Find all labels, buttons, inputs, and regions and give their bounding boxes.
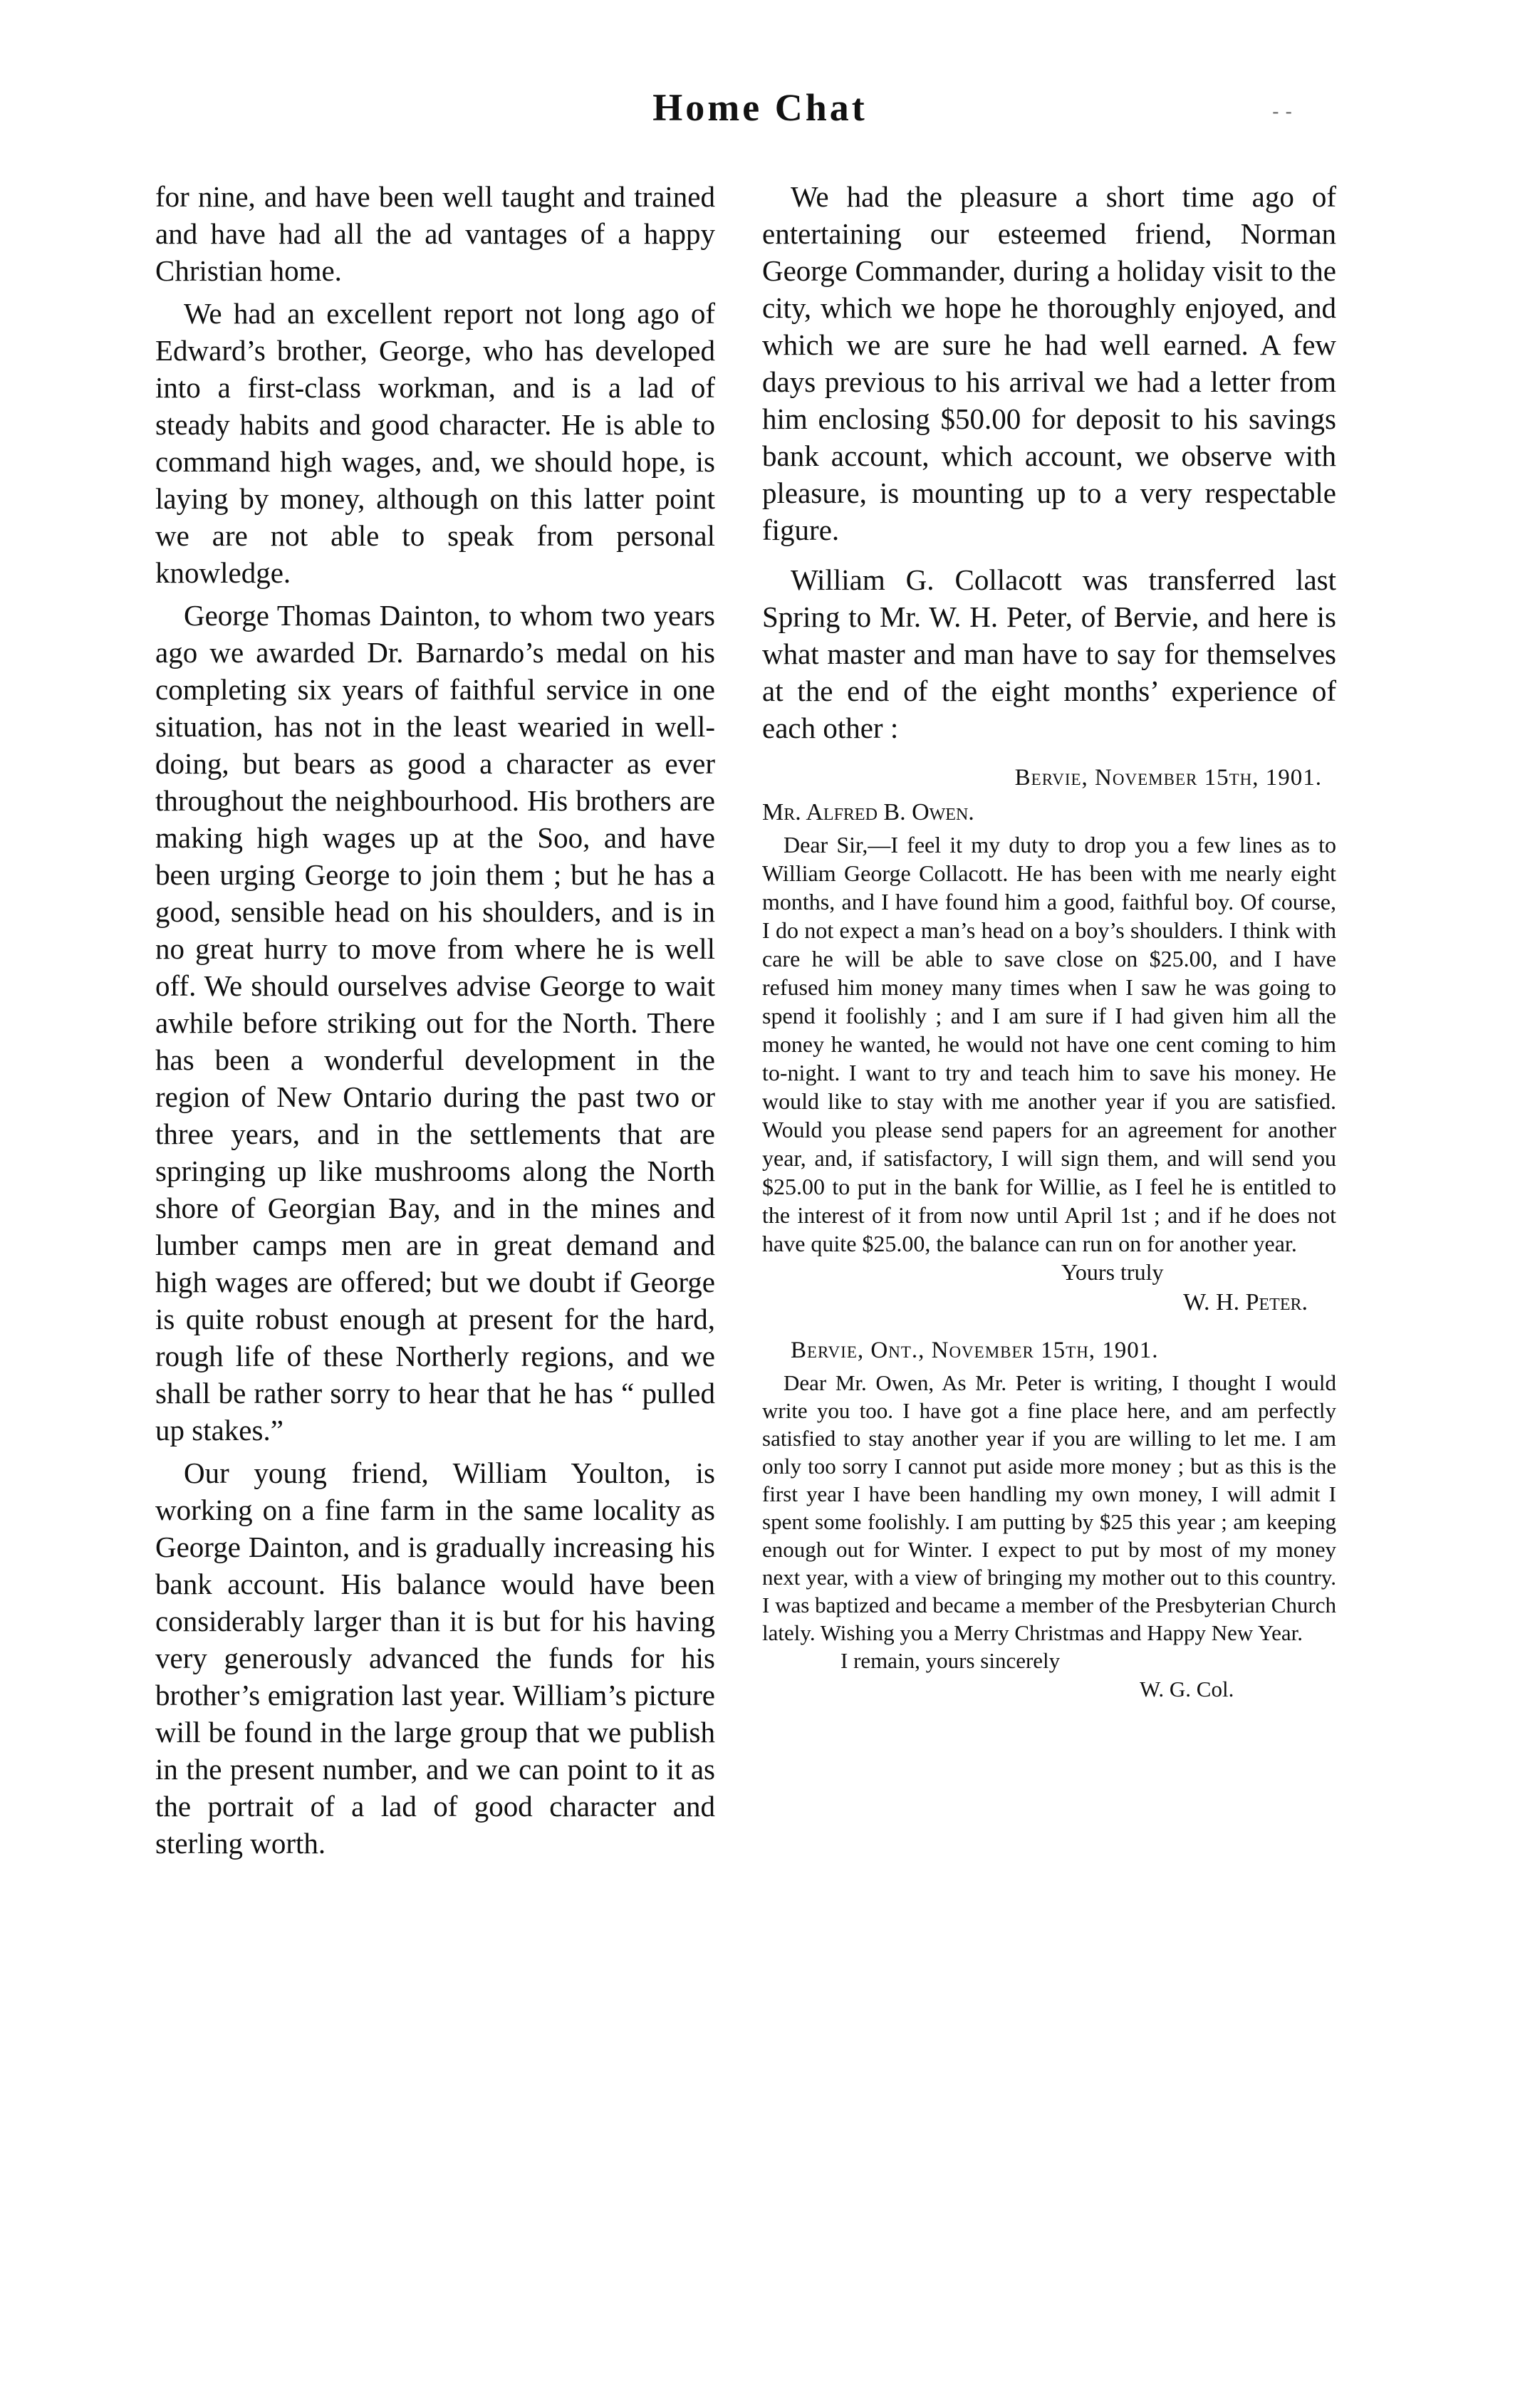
letter1-addressee: Mr. Alfred B. Owen. [762,799,974,825]
right-paragraph-1: We had the pleasure a short time ago of entertaining our esteemed friend, Norman George Commander, during a holiday visit to the city, which we hope he thoroughly enjoyed, and which we are sure he had well earned. A few days previous to his arrival we had a letter from him enclosing $50.00 for deposit to his savings bank account, which account, we observe with pleasure, is mounting up to a very respectable figure. [762,180,1336,546]
right-paragraph-2: William G. Collacott was transferred last Spring to Mr. W. H. Peter, of Bervie, and here is what master and man have to say for themselves at the end of the eight months’ experience of each other : [762,563,1336,744]
left-paragraph-1: for nine, and have been well taught and trained and have had all the ad vantages of a happy Christian home. [155,180,715,287]
letter1-closing: Yours truly [1061,1259,1164,1285]
page-header-title: Home Chat [652,86,868,129]
letter-peter [762,762,1336,1319]
letter1-signature: W. H. Peter. [1183,1289,1308,1315]
letter1-dateline: Bervie, November 15th, 1901. [1014,765,1322,791]
letter-collacott [762,1335,1336,1704]
left-paragraph-4: Our young friend, William Youlton, is working on a fine farm in the same locality as George Dainton, and is gradually increasing his bank account. His balance would have been considerably larger than it is but for his having very generously advanced the funds for his brother’s emigration last year. William’s picture will be found in the large group that we publish in the present number, and we can point to it as the portrait of a lad of good character and sterling worth. [155,1456,715,1860]
letter2-closing: I remain, yours sincerely [840,1648,1061,1673]
left-paragraph-2: We had an excellent report not long ago of Edward’s brother, George, who has developed into a first-class workman, and is a lad of steady habits and good character. He is able to command high wages, and, we should hope, is laying by money, although on this latter point we are not able to speak from personal knowledge. [155,297,715,589]
left-column [155,178,715,1867]
right-column [762,178,1336,1704]
letter2-signature: W. G. Col. [1140,1677,1234,1701]
letter2-dateline: Bervie, Ont., November 15th, 1901. [791,1338,1159,1363]
left-paragraph-3: George Thomas Dainton, to whom two years ago we awarded Dr. Barnardo’s medal on his completing six years of faithful service in one situation, has not in the least wearied in well-doing, but bears as good a character as ever throughout the neighbourhood. His brothers are making high wages up at the Soo, and have been urging George to join them ; but he has a good, sensible head on his shoulders, and is in no great hurry to move from where he is well off. We should ourselves advise George to wait awhile before striking out for the North. There has been a wonderful development in the region of New Ontario during the past two or three years, and in the settlements that are springing up like mushrooms along the North shore of Georgian Bay, and in the mines and lumber camps men are in great demand and high wages are offered; but we doubt if George is quite robust enough at present for the hard, rough life of these Northerly regions, and we shall be rather sorry to hear that he has “ pulled up stakes.” [155,599,715,1447]
page-number: - - [1272,100,1292,123]
letter1-body: Dear Sir,—I feel it my duty to drop you a few lines as to William George Collacott. He has been with me nearly eight months, and I have found him a good, faithful boy. Of course, I do not expect a man’s head on a boy’s shoulders. I think with care he will be able to save close on $25.00, and I have refused him money many times when I saw he was going to spend it foolishly ; and I am sure if I had given him all the money he wanted, he would not have one cent coming to him to-night. I want to try and teach him to save his money. He would like to stay with me another year if you are satisfied. Would you please send papers for an agreement for another year, and, if satisfactory, I will sign them, and will send you $25.00 to put in the bank for Willie, as I feel he is entitled to the interest of it from now until April 1st ; and if he does not have quite $25.00, the balance can run on for another year. [762,832,1336,1256]
letter2-body: Dear Mr. Owen, As Mr. Peter is writing, I thought I would write you too. I have got a fine place here, and am perfectly satisfied to stay another year if you are willing to let me. I am only too sorry I cannot put aside more money ; but as this is the first year I have been handling my own money, I will admit I spent some foolishly. I am putting by $25 this year ; am keeping enough out for Winter. I expect to put by most of my money next year, with a view of bringing my mother out to this country. I was baptized and became a member of the Presbyterian Church lately. Wishing you a Merry Christmas and Happy New Year. [762,1370,1336,1645]
